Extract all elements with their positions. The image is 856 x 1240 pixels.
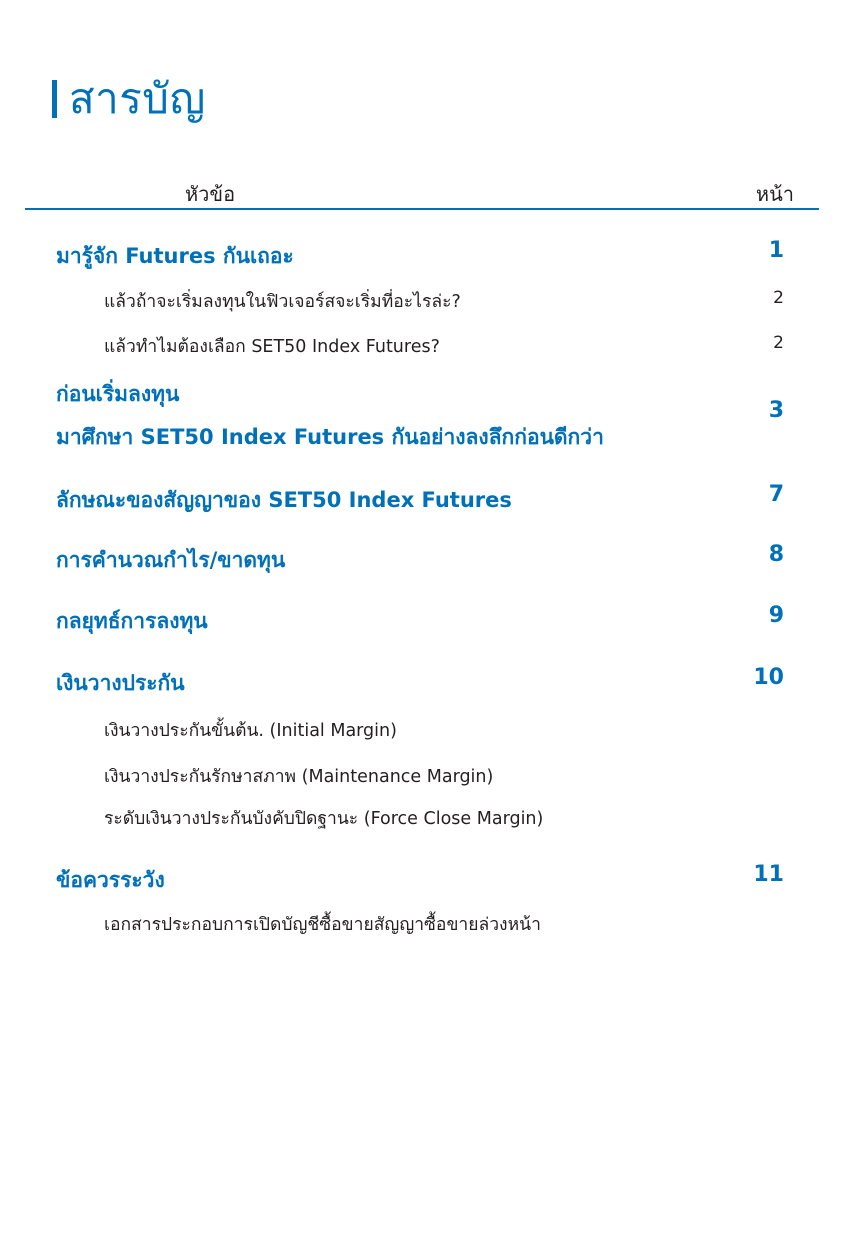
header-divider xyxy=(25,208,819,210)
toc-subentry[interactable]: แล้วทำไมต้องเลือก SET50 Index Futures? xyxy=(104,337,440,357)
column-header-topic: หัวข้อ xyxy=(185,182,236,206)
page-title xyxy=(52,74,206,124)
toc-subentry-page: 2 xyxy=(773,333,784,353)
toc-entry-profit-loss[interactable]: การคำนวณกำไร/ขาดทุน xyxy=(56,548,286,572)
title-accent-bar xyxy=(52,80,57,118)
toc-entry-cautions[interactable]: ข้อควรระวัง xyxy=(56,868,165,892)
toc-page-intro-futures: 1 xyxy=(768,238,784,263)
toc-entry-contract-specs[interactable]: ลักษณะของสัญญาของ SET50 Index Futures xyxy=(56,488,512,512)
toc-page-before-investing: 3 xyxy=(768,398,784,423)
toc-subentry-page: 2 xyxy=(773,288,784,308)
toc-entry-study-set50[interactable]: มาศึกษา SET50 Index Futures กันอย่างลงลึกก่อนดีกว่า xyxy=(56,425,604,449)
toc-entry-intro-futures[interactable]: มารู้จัก Futures กันเถอะ xyxy=(56,244,294,268)
toc-entry-margin[interactable]: เงินวางประกัน xyxy=(56,671,185,695)
toc-entry-before-investing[interactable]: ก่อนเริ่มลงทุน xyxy=(56,382,180,406)
toc-subentry[interactable]: แล้วถ้าจะเริ่มลงทุนในฟิวเจอร์สจะเริ่มที่อะไรล่ะ? xyxy=(104,292,461,312)
toc-page-strategy: 9 xyxy=(768,603,784,628)
toc-subentry[interactable]: เงินวางประกันขั้นต้น. (Initial Margin) xyxy=(104,721,397,741)
page-title-text: สารบัญ xyxy=(69,74,206,123)
toc-subentry[interactable]: เอกสารประกอบการเปิดบัญชีซื้อขายสัญญาซื้อขายล่วงหน้า xyxy=(104,915,541,935)
toc-subentry[interactable]: ระดับเงินวางประกันบังคับปิดฐานะ (Force Close Margin) xyxy=(104,809,544,829)
column-header-page: หน้า xyxy=(755,182,794,206)
toc-page-contract-specs: 7 xyxy=(768,482,784,507)
toc-page-cautions: 11 xyxy=(753,862,784,887)
toc-entry-strategy[interactable]: กลยุทธ์การลงทุน xyxy=(56,609,208,633)
toc-subentry[interactable]: เงินวางประกันรักษาสภาพ (Maintenance Margin) xyxy=(104,767,494,787)
toc-page-margin: 10 xyxy=(753,665,784,690)
toc-page-profit-loss: 8 xyxy=(768,542,784,567)
